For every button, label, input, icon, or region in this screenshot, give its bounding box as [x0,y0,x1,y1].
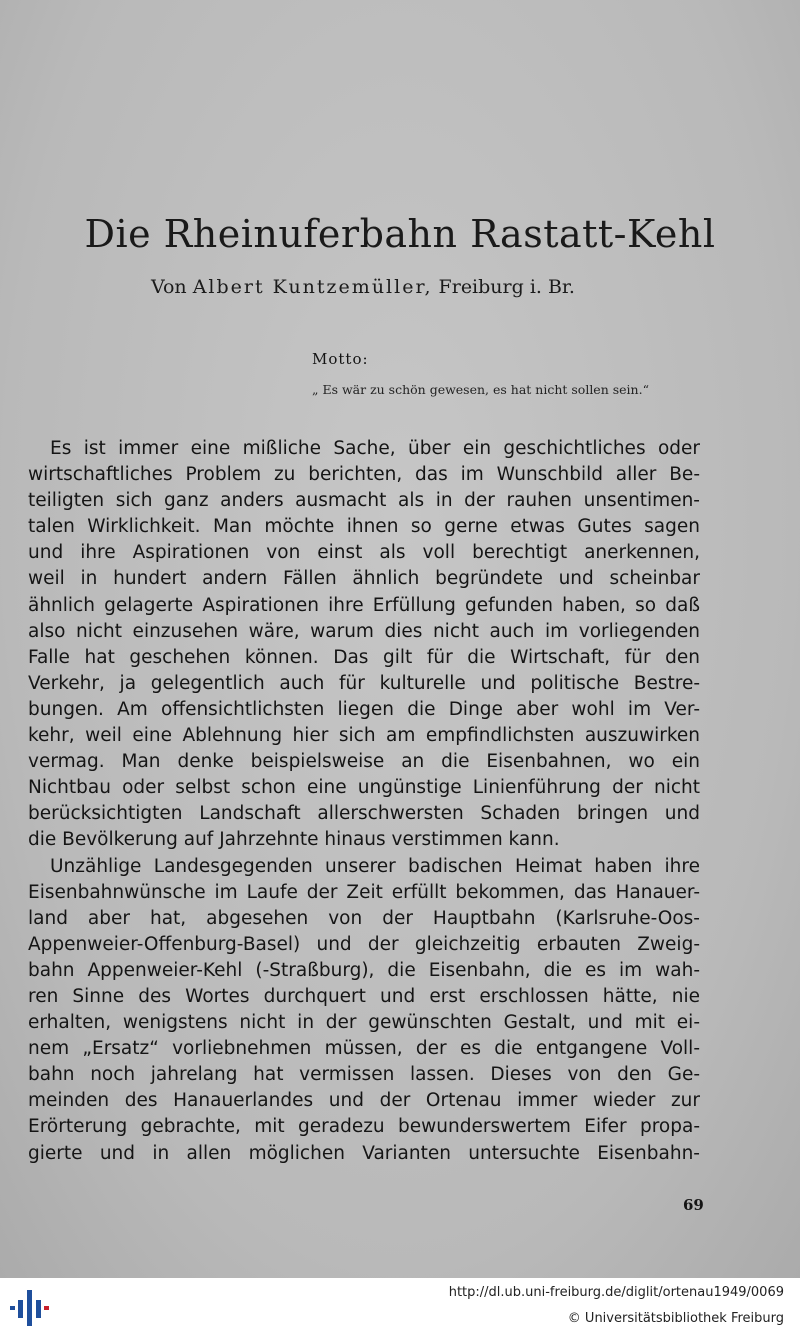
body-line: erhalten, wenigstens nicht in der gewünschten Gestalt, und mit ei- [28,1012,700,1034]
body-line: also nicht einzusehen wäre, warum dies nicht auch im vorliegenden [28,620,700,642]
body-line: Es ist immer eine mißliche Sache, über ein geschichtliches oder [50,438,700,459]
body-line: Erörterung gebrachte, mit geradezu bewunderswertem Eifer propa- [28,1116,700,1138]
body-line: Unzählige Landesgegenden unserer badischen Heimat haben ihre [50,855,700,877]
body-line: gierte und in allen möglichen Varianten untersuchte Eisenbahn- [28,1142,700,1164]
body-line: berücksichtigten Landschaft allerschwersten Schaden bringen und [28,803,700,825]
author-name: Albert Kuntzemüller, [192,276,433,298]
body-line: ren Sinne des Wortes durchquert und erst erschlossen hätte, nie [28,985,700,1007]
body-line: die Bevölkerung auf Jahrzehnte hinaus verstimmen kann. [28,829,560,851]
body-line: Appenweier-Offenburg-Basel) und der gleichzeitig erbauten Zweig- [28,933,700,955]
body-line: bungen. Am offensichtlichsten liegen die Dinge aber wohl im Ver- [28,698,700,720]
ub-freiburg-logo-icon [8,1288,52,1328]
body-line: teiligten sich ganz anders ausmacht als in der rauhen unsentimen- [28,490,700,512]
body-line: weil in hundert andern Fällen ähnlich begründete und scheinbar [28,568,700,590]
library-footer [0,1278,800,1336]
author-prefix: Von [151,276,187,298]
body-line: bahn Appenweier-Kehl (-Straßburg), die Eisenbahn, die es im wah- [28,959,700,981]
body-line: Falle hat geschehen können. Das gilt für die Wirtschaft, für den [28,646,700,668]
body-line: vermag. Man denke beispielsweise an die Eisenbahnen, wo ein [28,751,700,773]
body-line: nem „Ersatz“ vorliebnehmen müssen, der es die entgangene Voll- [28,1038,700,1060]
article-title: Die Rheinuferbahn Rastatt-Kehl [84,212,716,256]
body-line: Nichtbau oder selbst schon eine ungünstige Linienführung der nicht [28,777,700,799]
article-body [28,436,700,1167]
source-url-link[interactable]: http://dl.ub.uni-freiburg.de/diglit/ortenau1949/0069 [448,1285,784,1300]
body-line: Eisenbahnwünsche im Laufe der Zeit erfüllt bekommen, das Hanauer- [28,881,700,903]
body-line: ähnlich gelagerte Aspirationen ihre Erfüllung gefunden haben, so daß [28,594,700,616]
author-place: Freiburg i. Br. [438,276,575,298]
body-line: talen Wirklichkeit. Man möchte ihnen so gerne etwas Gutes sagen [28,516,700,538]
motto-quote: „ Es wär zu schön gewesen, es hat nicht sollen sein.“ [312,382,649,397]
body-line: Verkehr, ja gelegentlich auch für kulturelle und politische Bestre- [28,672,700,694]
body-line: wirtschaftliches Problem zu berichten, das im Wunschbild aller Be- [28,464,700,486]
body-line: meinden des Hanauerlandes und der Ortenau immer wieder zur [28,1090,700,1112]
motto-label: Motto: [312,350,369,368]
copyright-text: © Universitätsbibliothek Freiburg [567,1311,784,1326]
page-number: 69 [683,1196,704,1214]
body-line: kehr, weil eine Ablehnung hier sich am empfindlichsten auszuwirken [28,725,700,747]
body-line: bahn noch jahrelang hat vermissen lassen. Dieses von den Ge- [28,1064,700,1086]
author-line [0,276,726,298]
body-line: und ihre Aspirationen von einst als voll berechtigt anerkennen, [28,542,700,564]
body-line: land aber hat, abgesehen von der Hauptbahn (Karlsruhe-Oos- [28,907,700,929]
